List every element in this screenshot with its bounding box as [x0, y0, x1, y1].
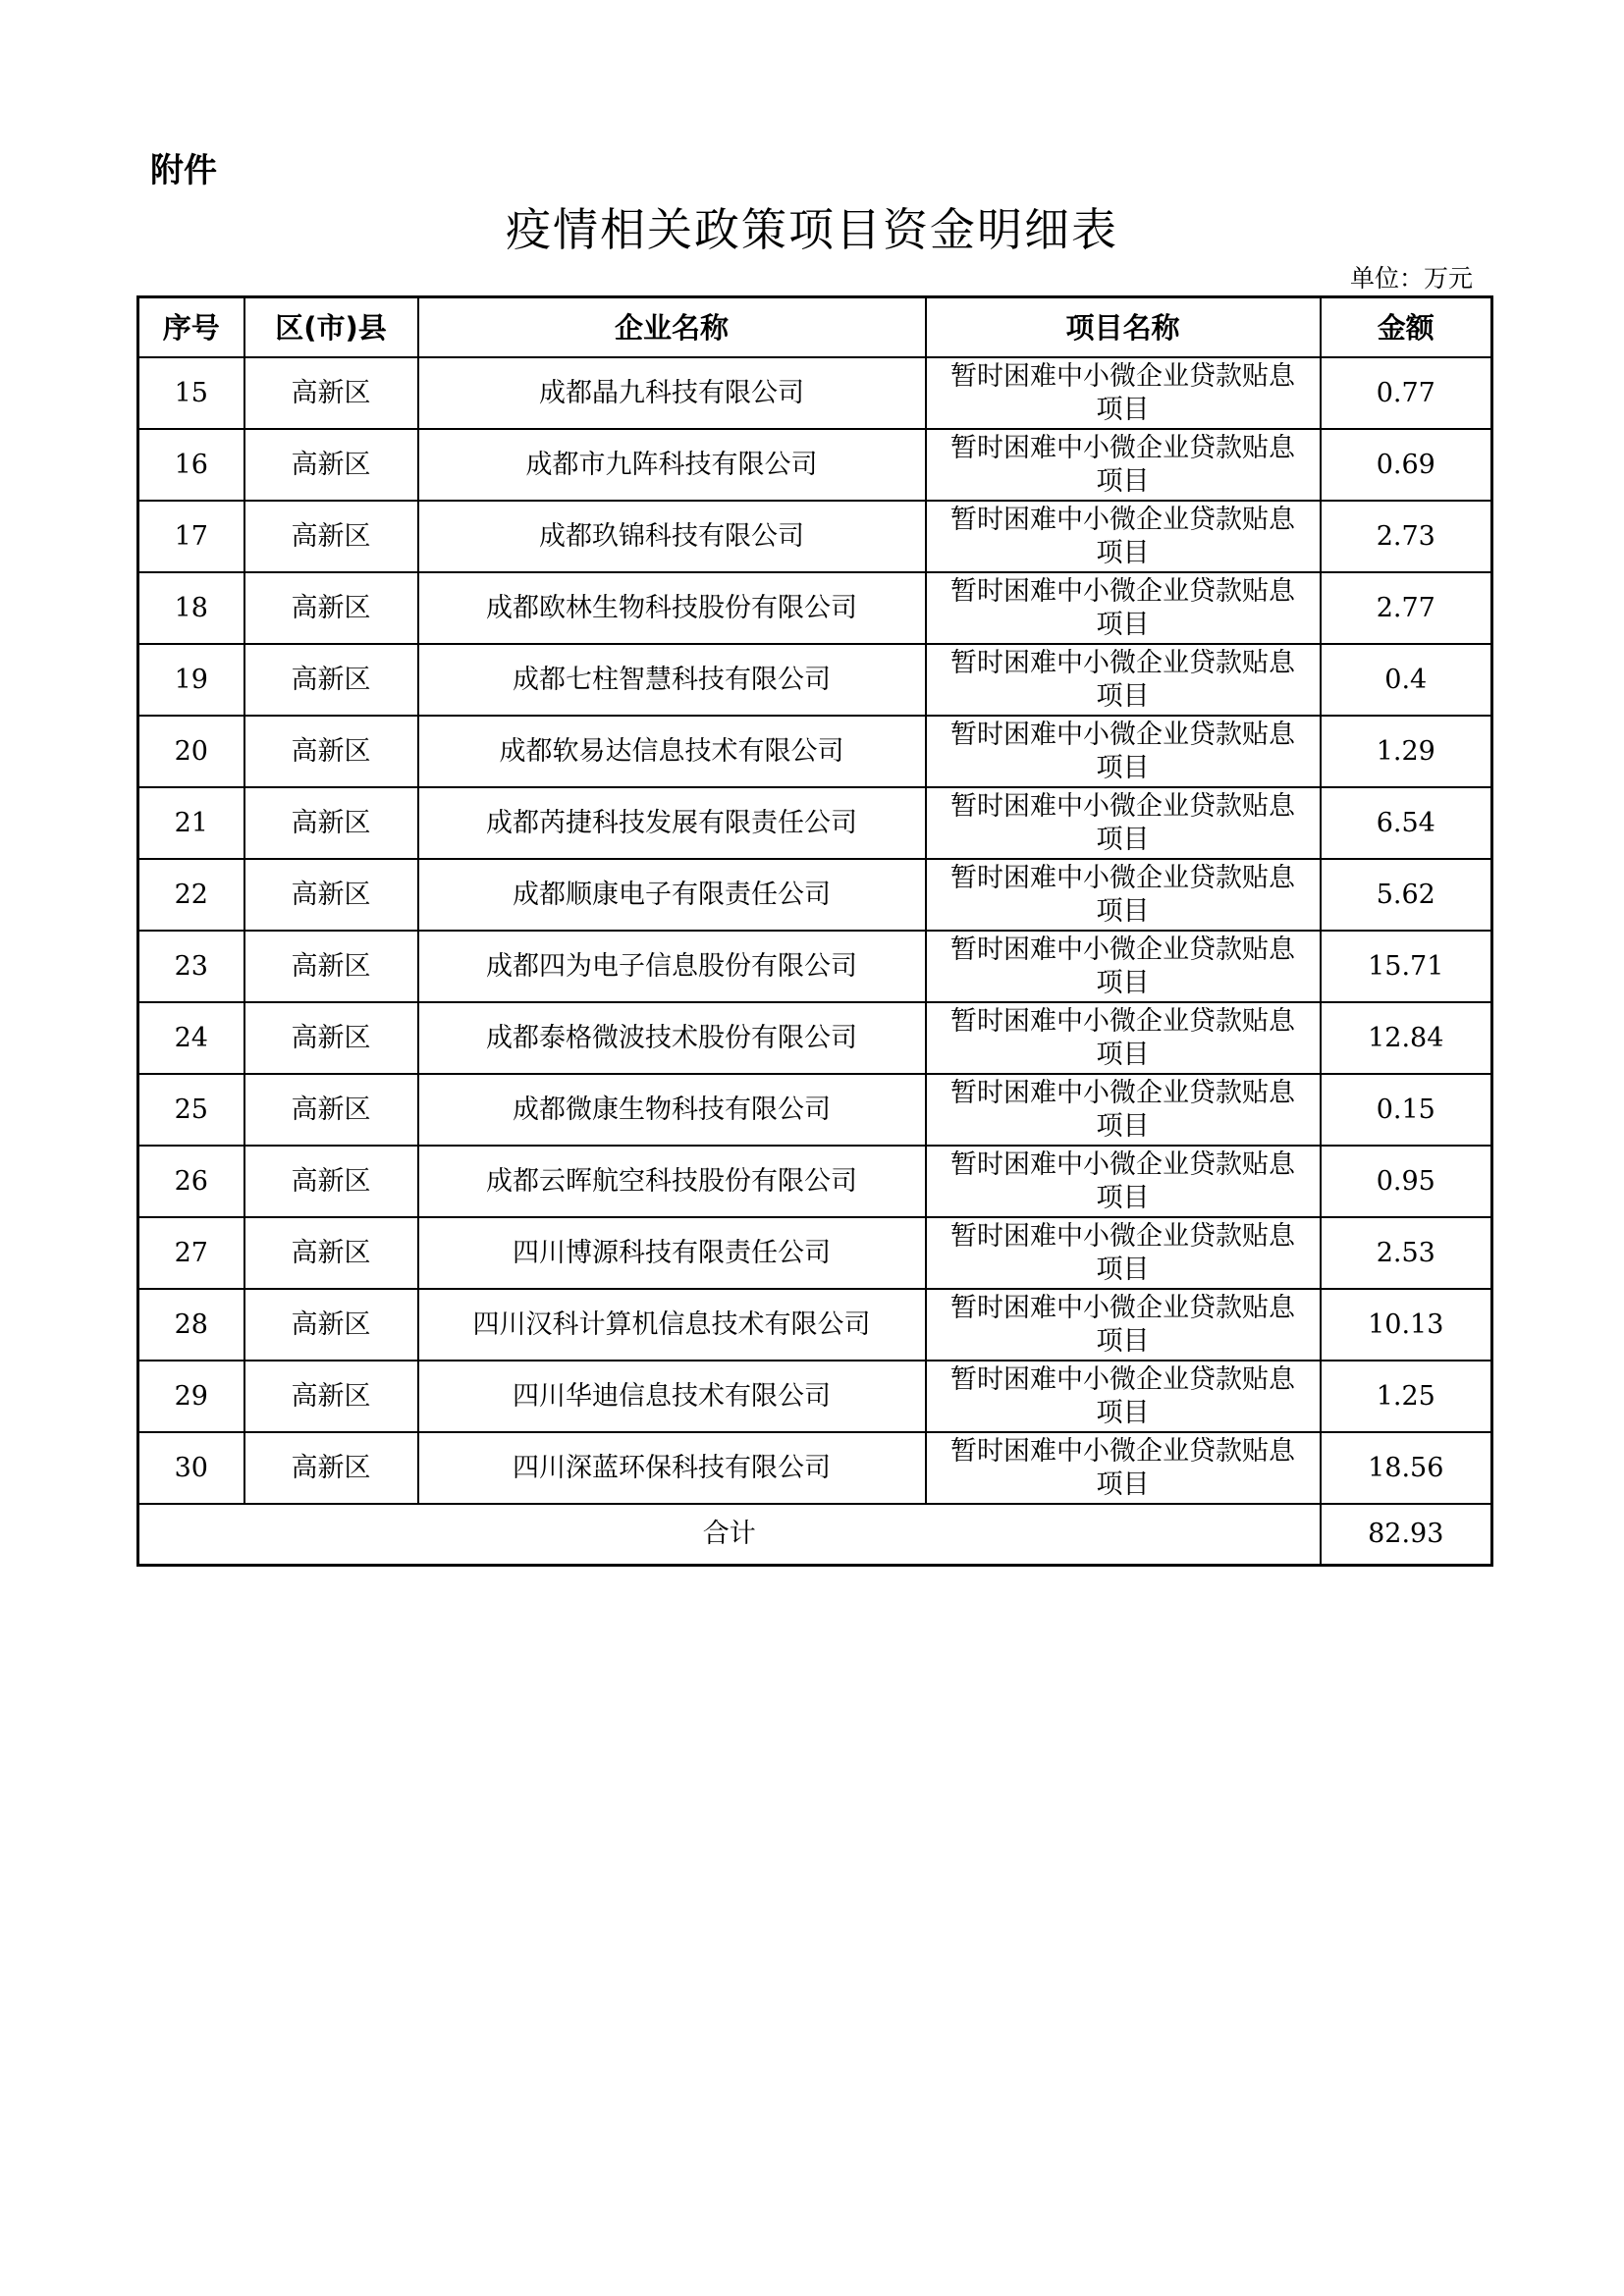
- cell-project-text: 暂时困难中小微企业贷款贴息项目: [950, 1077, 1295, 1142]
- cell-project-text: 暂时困难中小微企业贷款贴息项目: [950, 1220, 1295, 1285]
- cell-project: [926, 931, 1321, 1002]
- table-row: [138, 357, 1492, 429]
- cell-district: 高新区: [244, 1289, 418, 1361]
- table-row: [138, 1217, 1492, 1289]
- cell-project: [926, 429, 1321, 501]
- table-row: [138, 1002, 1492, 1074]
- cell-project-text: 暂时困难中小微企业贷款贴息项目: [950, 719, 1295, 783]
- header-company: 企业名称: [418, 297, 926, 358]
- cell-company: 四川深蓝环保科技有限公司: [418, 1432, 926, 1504]
- table-body: [138, 357, 1492, 1504]
- table-row: [138, 1432, 1492, 1504]
- cell-company: 成都七柱智慧科技有限公司: [418, 644, 926, 716]
- cell-no: 26: [138, 1146, 244, 1217]
- cell-company: 成都芮捷科技发展有限责任公司: [418, 787, 926, 859]
- cell-amount: 10.13: [1321, 1289, 1492, 1361]
- cell-district: 高新区: [244, 1432, 418, 1504]
- cell-project-text: 暂时困难中小微企业贷款贴息项目: [950, 360, 1295, 425]
- cell-project-text: 暂时困难中小微企业贷款贴息项目: [950, 1148, 1295, 1213]
- cell-amount: 0.95: [1321, 1146, 1492, 1217]
- cell-district: 高新区: [244, 572, 418, 644]
- cell-project-text: 暂时困难中小微企业贷款贴息项目: [950, 575, 1295, 640]
- cell-project: [926, 1289, 1321, 1361]
- cell-amount: 0.15: [1321, 1074, 1492, 1146]
- cell-project: [926, 1002, 1321, 1074]
- total-row: [138, 1504, 1492, 1566]
- cell-project: [926, 357, 1321, 429]
- cell-company: 成都云晖航空科技股份有限公司: [418, 1146, 926, 1217]
- cell-district: 高新区: [244, 1146, 418, 1217]
- cell-company: 四川汉科计算机信息技术有限公司: [418, 1289, 926, 1361]
- attachment-label: 附件: [150, 151, 217, 190]
- cell-no: 23: [138, 931, 244, 1002]
- cell-no: 19: [138, 644, 244, 716]
- cell-no: 29: [138, 1361, 244, 1432]
- cell-no: 27: [138, 1217, 244, 1289]
- cell-project: [926, 859, 1321, 931]
- total-label: 合计: [138, 1504, 1321, 1566]
- cell-district: 高新区: [244, 644, 418, 716]
- cell-project: [926, 644, 1321, 716]
- table-row: [138, 1074, 1492, 1146]
- unit-note: 单位：万元: [1349, 264, 1473, 293]
- header-amount: 金额: [1321, 297, 1492, 358]
- cell-no: 17: [138, 501, 244, 572]
- cell-district: 高新区: [244, 716, 418, 787]
- cell-company: 成都晶九科技有限公司: [418, 357, 926, 429]
- table-row: [138, 501, 1492, 572]
- cell-district: 高新区: [244, 501, 418, 572]
- cell-district: 高新区: [244, 1217, 418, 1289]
- cell-project: [926, 501, 1321, 572]
- cell-no: 15: [138, 357, 244, 429]
- cell-project-text: 暂时困难中小微企业贷款贴息项目: [950, 862, 1295, 927]
- table-row: [138, 716, 1492, 787]
- table-row: [138, 644, 1492, 716]
- table-row: [138, 1289, 1492, 1361]
- header-district: 区(市)县: [244, 297, 418, 358]
- cell-district: 高新区: [244, 357, 418, 429]
- table-row: [138, 1146, 1492, 1217]
- header-project: 项目名称: [926, 297, 1321, 358]
- cell-amount: 1.25: [1321, 1361, 1492, 1432]
- cell-company: 成都玖锦科技有限公司: [418, 501, 926, 572]
- cell-no: 18: [138, 572, 244, 644]
- cell-project-text: 暂时困难中小微企业贷款贴息项目: [950, 1435, 1295, 1500]
- cell-project-text: 暂时困难中小微企业贷款贴息项目: [950, 1005, 1295, 1070]
- cell-amount: 6.54: [1321, 787, 1492, 859]
- cell-amount: 5.62: [1321, 859, 1492, 931]
- cell-project: [926, 1146, 1321, 1217]
- page-title: 疫情相关政策项目资金明细表: [506, 203, 1118, 256]
- cell-project: [926, 1074, 1321, 1146]
- cell-project-text: 暂时困难中小微企业贷款贴息项目: [950, 934, 1295, 998]
- cell-project: [926, 1361, 1321, 1432]
- cell-no: 16: [138, 429, 244, 501]
- cell-company: 成都四为电子信息股份有限公司: [418, 931, 926, 1002]
- cell-project-text: 暂时困难中小微企业贷款贴息项目: [950, 504, 1295, 568]
- cell-project-text: 暂时困难中小微企业贷款贴息项目: [950, 1292, 1295, 1357]
- cell-no: 30: [138, 1432, 244, 1504]
- table-header-row: [138, 297, 1492, 358]
- cell-no: 22: [138, 859, 244, 931]
- cell-district: 高新区: [244, 1002, 418, 1074]
- cell-district: 高新区: [244, 931, 418, 1002]
- table-row: [138, 859, 1492, 931]
- cell-project-text: 暂时困难中小微企业贷款贴息项目: [950, 647, 1295, 712]
- cell-project: [926, 716, 1321, 787]
- cell-no: 21: [138, 787, 244, 859]
- cell-project-text: 暂时困难中小微企业贷款贴息项目: [950, 1363, 1295, 1428]
- table-row: [138, 1361, 1492, 1432]
- detail-table: [136, 295, 1493, 1567]
- cell-district: 高新区: [244, 1074, 418, 1146]
- table-row: [138, 787, 1492, 859]
- cell-amount: 1.29: [1321, 716, 1492, 787]
- cell-project: [926, 572, 1321, 644]
- table-row: [138, 931, 1492, 1002]
- cell-company: 成都顺康电子有限责任公司: [418, 859, 926, 931]
- cell-amount: 2.53: [1321, 1217, 1492, 1289]
- cell-district: 高新区: [244, 429, 418, 501]
- cell-no: 25: [138, 1074, 244, 1146]
- cell-company: 成都软易达信息技术有限公司: [418, 716, 926, 787]
- cell-company: 成都市九阵科技有限公司: [418, 429, 926, 501]
- cell-company: 成都欧林生物科技股份有限公司: [418, 572, 926, 644]
- cell-amount: 12.84: [1321, 1002, 1492, 1074]
- cell-amount: 15.71: [1321, 931, 1492, 1002]
- header-no: 序号: [138, 297, 244, 358]
- cell-district: 高新区: [244, 1361, 418, 1432]
- table-row: [138, 572, 1492, 644]
- cell-amount: 2.77: [1321, 572, 1492, 644]
- cell-project-text: 暂时困难中小微企业贷款贴息项目: [950, 432, 1295, 497]
- cell-no: 20: [138, 716, 244, 787]
- cell-project: [926, 1432, 1321, 1504]
- cell-company: 成都微康生物科技有限公司: [418, 1074, 926, 1146]
- cell-no: 24: [138, 1002, 244, 1074]
- cell-company: 四川华迪信息技术有限公司: [418, 1361, 926, 1432]
- cell-amount: 0.77: [1321, 357, 1492, 429]
- cell-district: 高新区: [244, 859, 418, 931]
- cell-amount: 2.73: [1321, 501, 1492, 572]
- cell-project: [926, 1217, 1321, 1289]
- cell-amount: 18.56: [1321, 1432, 1492, 1504]
- cell-no: 28: [138, 1289, 244, 1361]
- table-row: [138, 429, 1492, 501]
- total-amount: 82.93: [1321, 1504, 1492, 1566]
- cell-project: [926, 787, 1321, 859]
- cell-company: 四川博源科技有限责任公司: [418, 1217, 926, 1289]
- cell-amount: 0.69: [1321, 429, 1492, 501]
- cell-amount: 0.4: [1321, 644, 1492, 716]
- cell-company: 成都泰格微波技术股份有限公司: [418, 1002, 926, 1074]
- cell-project-text: 暂时困难中小微企业贷款贴息项目: [950, 790, 1295, 855]
- cell-district: 高新区: [244, 787, 418, 859]
